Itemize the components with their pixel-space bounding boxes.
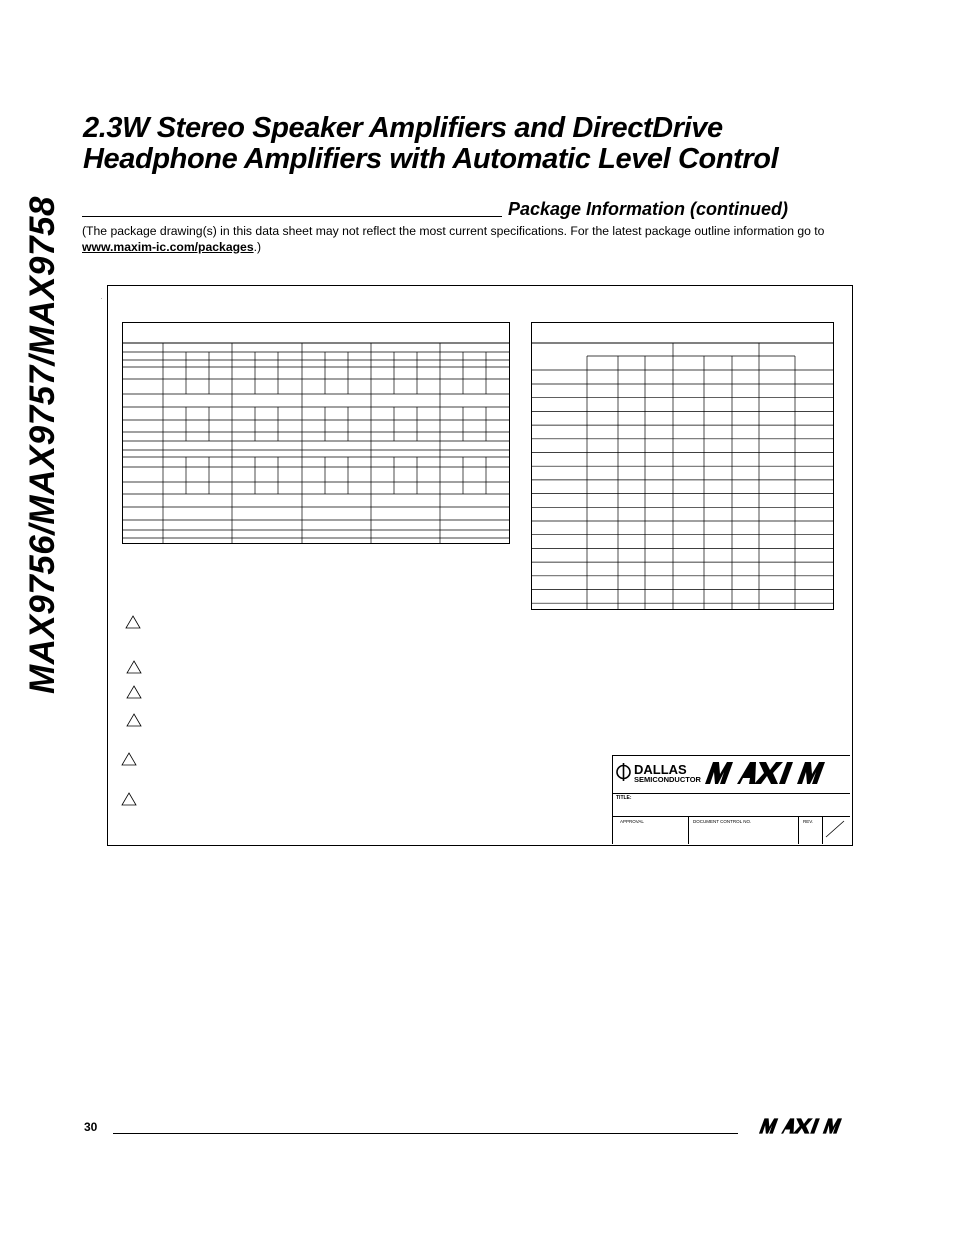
dimension-table-left <box>122 322 510 544</box>
page-number: 30 <box>84 1120 98 1134</box>
triangle-icon <box>126 713 142 727</box>
side-part-number-title: MAX9756/MAX9757/MAX9758 <box>23 196 62 694</box>
revision-label: REV. <box>803 819 814 824</box>
note-text-end: .) <box>253 239 262 254</box>
triangle-icon <box>126 660 142 674</box>
approval-label: APPROVAL <box>620 819 644 824</box>
triangle-icon <box>121 792 137 806</box>
section-rule <box>82 216 502 217</box>
dallas-semiconductor-logo-icon <box>616 762 631 782</box>
semiconductor-wordmark: SEMICONDUCTOR <box>634 775 701 784</box>
document-control-label: DOCUMENT CONTROL NO. <box>693 819 752 824</box>
section-title: Package Information (continued) <box>508 199 789 219</box>
dimension-table-right <box>531 322 834 610</box>
triangle-icon <box>126 685 142 699</box>
document-title <box>83 113 903 175</box>
triangle-icon <box>121 752 137 766</box>
document-title-line-2: Headphone Amplifiers with Automatic Level Control <box>83 143 779 175</box>
maxim-logo-icon <box>703 760 843 786</box>
footer-maxim-logo-icon <box>752 1117 860 1135</box>
note-text: (The package drawing(s) in this data sheet may not reflect the most current specifications. For the latest package outline information go to <box>82 224 825 238</box>
triangle-icon <box>125 615 141 629</box>
dallas-wordmark: DALLAS <box>634 762 687 777</box>
footer-rule <box>113 1133 738 1134</box>
package-note <box>82 224 867 255</box>
title-label: TITLE: <box>616 795 632 801</box>
document-title-line-1: 2.3W Stereo Speaker Amplifiers and DirectDrive <box>83 112 723 144</box>
packages-link[interactable]: www.maxim-ic.com/packages <box>82 239 254 254</box>
drawing-mark: . <box>101 295 103 301</box>
